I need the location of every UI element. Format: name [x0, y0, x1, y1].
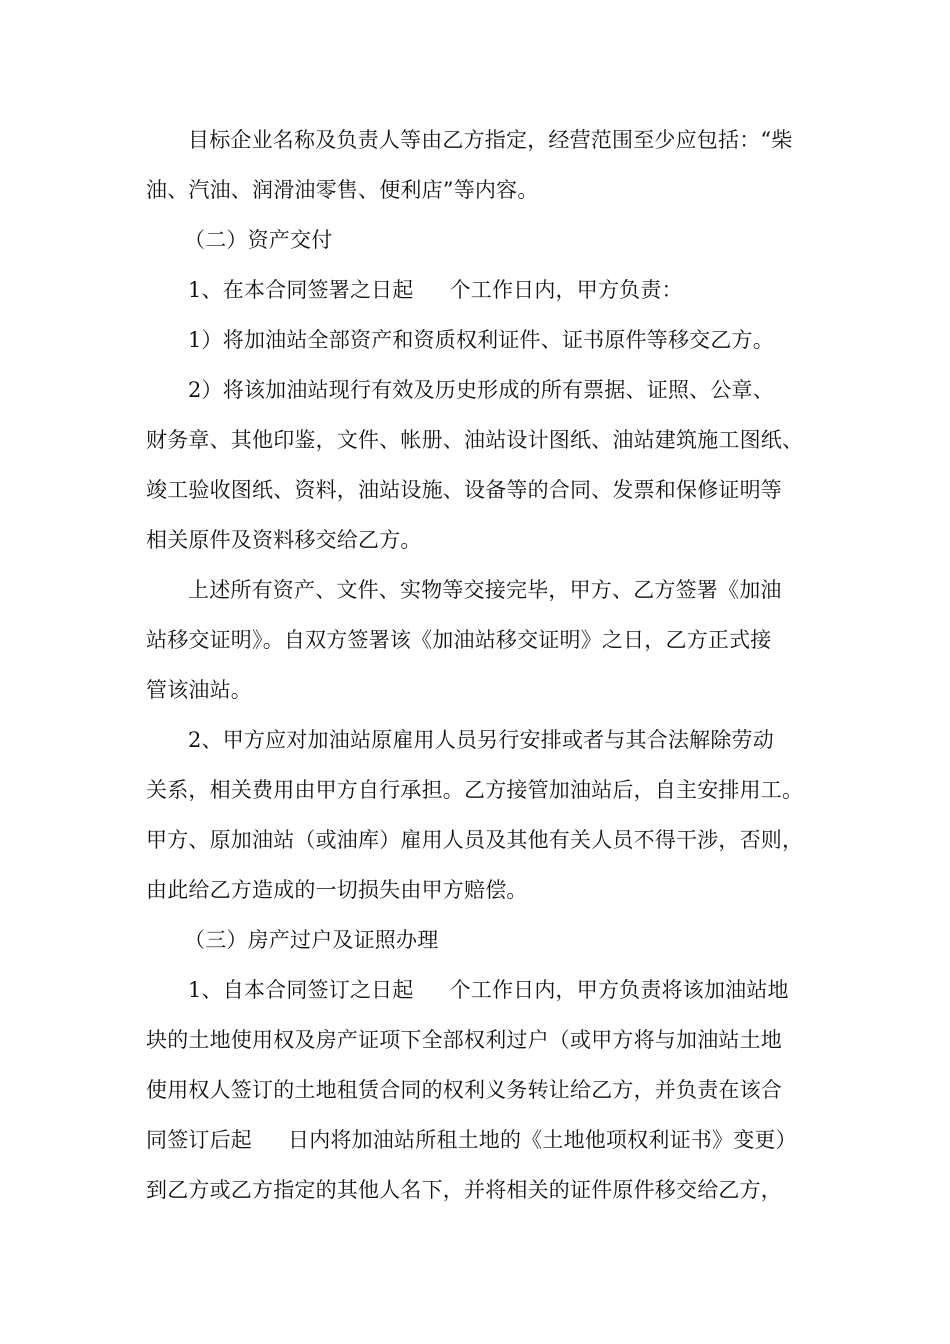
paragraph-line: 2）将该加油站现行有效及历史形成的所有票据、证照、公章、	[188, 378, 774, 402]
document-page	[146, 115, 810, 1215]
paragraph-line: 使用权人签订的土地租赁合同的权利义务转让给乙方，并负责在该合	[146, 1078, 782, 1102]
line-segment: 同签订后起	[146, 1128, 252, 1152]
line-segment: 个工作日内，甲方负责将该加油站地	[449, 978, 789, 1002]
paragraph-line: 关系，相关费用由甲方自行承担。乙方接管加油站后，自主安排用工。	[146, 778, 804, 802]
paragraph-line: 相关原件及资料移交给乙方。	[146, 528, 422, 552]
paragraph-line: 上述所有资产、文件、实物等交接完毕，甲方、乙方签署《加油	[188, 578, 782, 602]
line-segment: 1、自本合同签订之日起	[188, 978, 414, 1002]
paragraph-line: 竣工验收图纸、资料，油站设施、设备等的合同、发票和保修证明等	[146, 478, 782, 502]
paragraph-line: 块的土地使用权及房产证项下全部权利过户（或甲方将与加油站土地	[146, 1028, 782, 1052]
paragraph-line: 站移交证明》。自双方签署该《加油站移交证明》之日，乙方正式接	[146, 628, 772, 652]
paragraph-line: 到乙方或乙方指定的其他人名下，并将相关的证件原件移交给乙方，	[146, 1178, 782, 1202]
paragraph-line: 管该油站。	[146, 678, 252, 702]
paragraph-line: 油、汽油、润滑油零售、便利店”等内容。	[146, 178, 539, 202]
paragraph-line: 1）将加油站全部资产和资质权利证件、证书原件等移交乙方。	[188, 328, 774, 352]
paragraph-line	[146, 265, 810, 315]
section-heading: （二）资产交付	[184, 228, 333, 252]
line-segment: 日内将加油站所租土地的《土地他项权利证书》变更）	[288, 1128, 797, 1152]
paragraph-line: 2、甲方应对加油站原雇用人员另行安排或者与其合法解除劳动	[188, 728, 774, 752]
paragraph-line	[146, 1115, 810, 1165]
paragraph-line: 由此给乙方造成的一切损失由甲方赔偿。	[146, 878, 528, 902]
paragraph-line	[146, 965, 810, 1015]
paragraph-line: 目标企业名称及负责人等由乙方指定，经营范围至少应包括：“柴	[188, 128, 793, 152]
line-segment: 1、在本合同签署之日起	[188, 278, 414, 302]
section-heading: （三）房产过户及证照办理	[184, 928, 439, 952]
paragraph-line: 甲方、原加油站（或油库）雇用人员及其他有关人员不得干涉，否则，	[146, 828, 804, 852]
line-segment: 个工作日内，甲方负责：	[449, 278, 683, 302]
paragraph-line: 财务章、其他印鉴，文件、帐册、油站设计图纸、油站建筑施工图纸、	[146, 428, 804, 452]
